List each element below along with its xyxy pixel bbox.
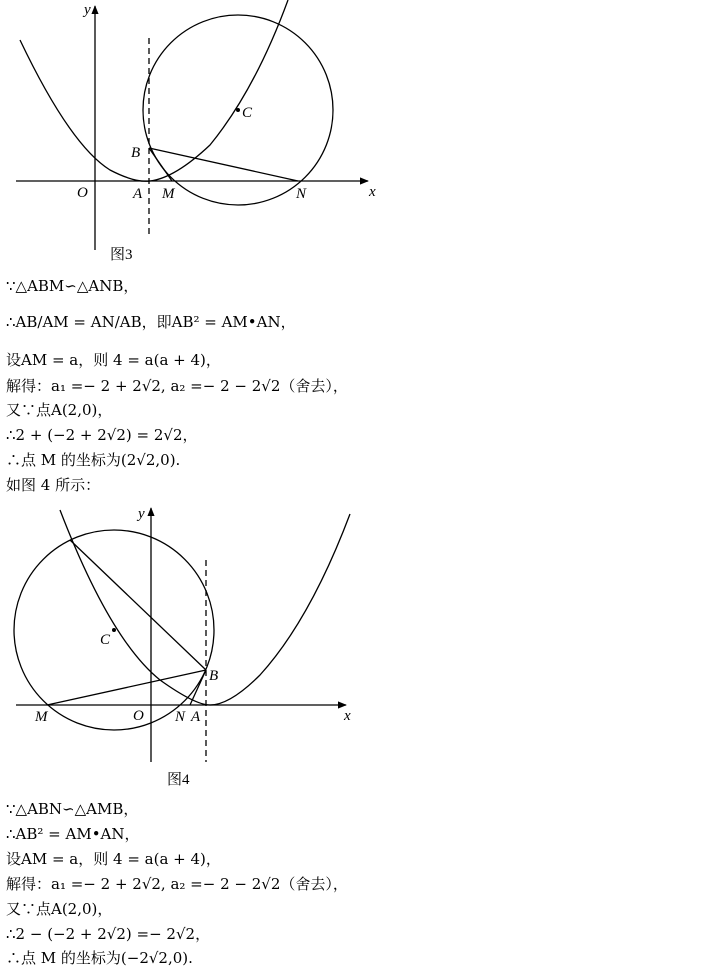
figure-3	[0, 0, 400, 270]
part3-line1: ∵△ABM∽△ANB，	[6, 277, 139, 295]
label-c: C	[242, 105, 253, 121]
label-m: M	[162, 186, 175, 202]
part4-line3: 设AM = a，则 4 = a(a + 4)，	[6, 850, 221, 868]
label-y: y	[138, 506, 145, 522]
label-o: O	[133, 708, 144, 724]
label-m: M	[35, 709, 48, 725]
label-x: x	[369, 184, 376, 200]
part3-line2: ∴AB/AM = AN/AB，即AB² = AM•AN，	[6, 313, 296, 331]
segment-bn	[149, 148, 298, 181]
part3-line7: ∴点 M 的坐标为(2√2,0).	[6, 451, 181, 469]
part4-line5: 又∵点A(2,0)，	[6, 900, 113, 918]
part3-line3: 设AM = a，则 4 = a(a + 4)，	[6, 351, 221, 369]
label-n: N	[175, 709, 186, 725]
part3-line4: 解得：a₁ =− 2 + 2√2, a₂ =− 2 − 2√2（舍去），	[6, 377, 348, 395]
point-c	[236, 108, 240, 112]
part3-line6: ∴2 + (−2 + 2√2) = 2√2，	[6, 426, 198, 444]
segment-bm	[47, 670, 206, 705]
label-a: A	[191, 709, 201, 725]
part4-line4: 解得：a₁ =− 2 + 2√2, a₂ =− 2 − 2√2（舍去），	[6, 875, 348, 893]
point-c	[112, 628, 116, 632]
part4-line6: ∴2 − (−2 + 2√2) =− 2√2，	[6, 925, 211, 943]
part4-line2: ∴AB² = AM•AN，	[6, 825, 140, 843]
label-o: O	[77, 185, 88, 201]
label-y: y	[84, 2, 91, 18]
parabola	[60, 510, 350, 705]
part4-line7: ∴点 M 的坐标为(−2√2,0).	[6, 949, 193, 967]
figure-4-caption: 图4	[167, 772, 190, 788]
figure-4	[0, 500, 400, 792]
part3-line5: 又∵点A(2,0)，	[6, 401, 113, 419]
transition-text: 如图 4 所示：	[6, 476, 101, 494]
part4-line1: ∵△ABN∽△AMB，	[6, 800, 139, 818]
label-x: x	[344, 708, 351, 724]
label-n: N	[296, 186, 307, 202]
label-a: A	[133, 186, 143, 202]
figure-3-caption: 图3	[110, 247, 133, 263]
label-c: C	[100, 632, 111, 648]
label-b: B	[131, 145, 141, 161]
label-b: B	[209, 668, 219, 684]
segment-bn	[190, 670, 206, 705]
